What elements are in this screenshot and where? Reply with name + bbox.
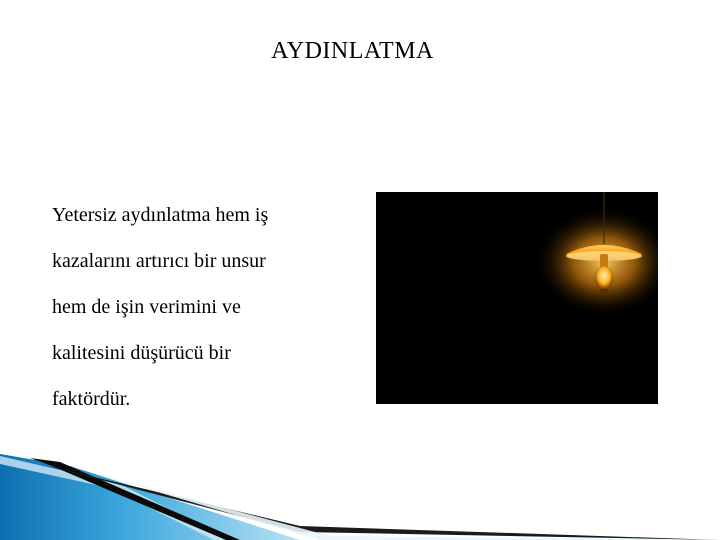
body-text-line: kalitesini düşürücü bir	[52, 342, 231, 364]
slide-decoration	[0, 440, 720, 540]
lamp-photo	[376, 192, 658, 404]
body-text-line: faktördür.	[52, 388, 131, 410]
body-text-line: Yetersiz aydınlatma hem iş	[52, 204, 269, 226]
slide-title: AYDINLATMA	[271, 38, 434, 64]
body-text-line: hem de işin verimini ve	[52, 296, 241, 318]
lamp-icon	[376, 192, 658, 404]
slide-body-text	[52, 192, 372, 422]
body-text-line: kazalarını artırıcı bir unsur	[52, 250, 266, 272]
